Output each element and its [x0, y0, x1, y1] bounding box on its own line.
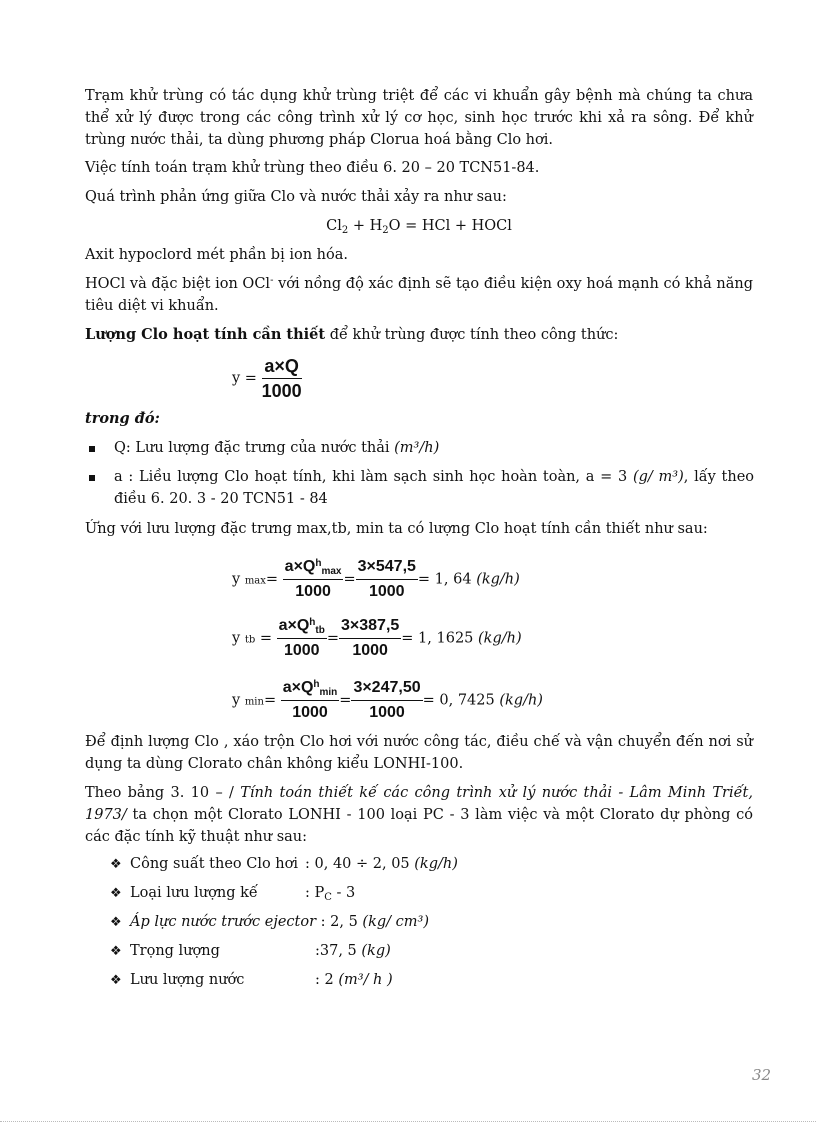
diamond-bullet-icon: ❖: [110, 944, 122, 959]
formula-fraction: $\frac{a\times Q}{1000}$: [261, 356, 302, 401]
spec-item: ❖ Áp lực nước trước ejector : 2, 5 (kg/ cm³): [110, 911, 429, 934]
calc-basis-paragraph: Việc tính toán trạm khử trùng theo điều 6. 20 – 20 TCN51-84.: [85, 160, 540, 176]
equation-max: y max= $\frac{a\times Q^h_{max}}{1000}$ = $\frac{3\times 547,5}{1000}$ = 1, 64 (kg/h): [232, 558, 520, 600]
flow-intro: Ứng với lưu lượng đặc trưng max,tb, min ta có lượng Clo hoạt tính cần thiết như sau:: [85, 521, 708, 537]
spec-item: ❖ Công suất theo Clo hơi : 0, 40 ÷ 2, 05 (kg/h): [110, 853, 458, 876]
diamond-bullet-icon: ❖: [110, 973, 122, 988]
reaction-intro: Quá trình phản ứng giữa Clo và nước thải xảy ra như sau:: [85, 189, 507, 205]
diamond-bullet-icon: ❖: [110, 857, 122, 872]
main-formula: y = $\frac{a\times Q}{1000}$: [232, 356, 302, 401]
reaction-equation: $Cl_2 + H_2O$ = HCl + HOCl: [326, 218, 512, 236]
bullet-q: Q: Lưu lượng đặc trưng của nước thải (m³/h): [114, 437, 754, 459]
page-number: 32: [752, 1066, 772, 1084]
spec-item: ❖ Lưu lượng nước : 2 (m³/ h ): [110, 969, 393, 992]
square-bullet-icon: [89, 446, 95, 452]
where-label: trong đó:: [85, 410, 160, 427]
equation-tb: y tb = $\frac{a\times Q^h_{tb}}{1000}$ = $\frac{3\times 387,5}{1000}$ = 1, 1625 (kg/h): [232, 617, 522, 659]
ionization-note: Axit hypoclord mét phần bị ion hóa.: [85, 247, 348, 263]
spec-item: ❖ Loại lưu lượng kế : $P_C - 3$: [110, 885, 356, 903]
equation-min: y min= $\frac{a\times Q^h_{min}}{1000}$ = $\frac{3\times 247,50}{1000}$ = 0, 7425 (kg/h): [232, 679, 543, 721]
reference-paragraph: Theo bảng 3. 10 – / Tính toán thiết kế các công trình xử lý nước thải - Lâm Minh Triết, 1973/ ta chọn một Clorato LONHI - 100 loại PC - 3 làm việc và một Clorato dự phòng có các đặc tính kỹ thuật như sau:: [85, 785, 753, 845]
diamond-bullet-icon: ❖: [110, 915, 122, 930]
spec-item: ❖ Trọng lượng :37, 5 (kg): [110, 940, 391, 963]
hocl-paragraph: HOCl và đặc biệt ion OCl- với nồng độ xác định sẽ tạo điều kiện oxy hoá mạnh có khả năng tiêu diệt vi khuẩn.: [85, 275, 753, 314]
dosing-paragraph: Để định lượng Clo , xáo trộn Clo hơi với nước công tác, điều chế và vận chuyển đến nơi sử dụng ta dùng Clorato chân không kiểu LONHI-100.: [85, 734, 753, 772]
bullet-a: a : Liều lượng Clo hoạt tính, khi làm sạch sinh học hoàn toàn, a = 3 (g/ m³), lấy theo điều 6. 20. 3 - 20 TCN51 - 84: [114, 466, 754, 510]
page-divider: [0, 1121, 816, 1122]
chlorine-amount-paragraph: Lượng Clo hoạt tính cần thiết để khử trùng được tính theo công thức:: [85, 326, 619, 343]
diamond-bullet-icon: ❖: [110, 886, 122, 901]
square-bullet-icon: [89, 475, 95, 481]
intro-paragraph: Trạm khử trùng có tác dụng khử trùng triệt để các vi khuẩn gây bệnh mà chúng ta chưa thể xử lý được trong các công trình xử lý cơ học, sinh học trước khi xả ra sông. Để khử trùng nước thải, ta dùng phương pháp Clorua hoá bằng Clo hơi.: [85, 88, 753, 148]
